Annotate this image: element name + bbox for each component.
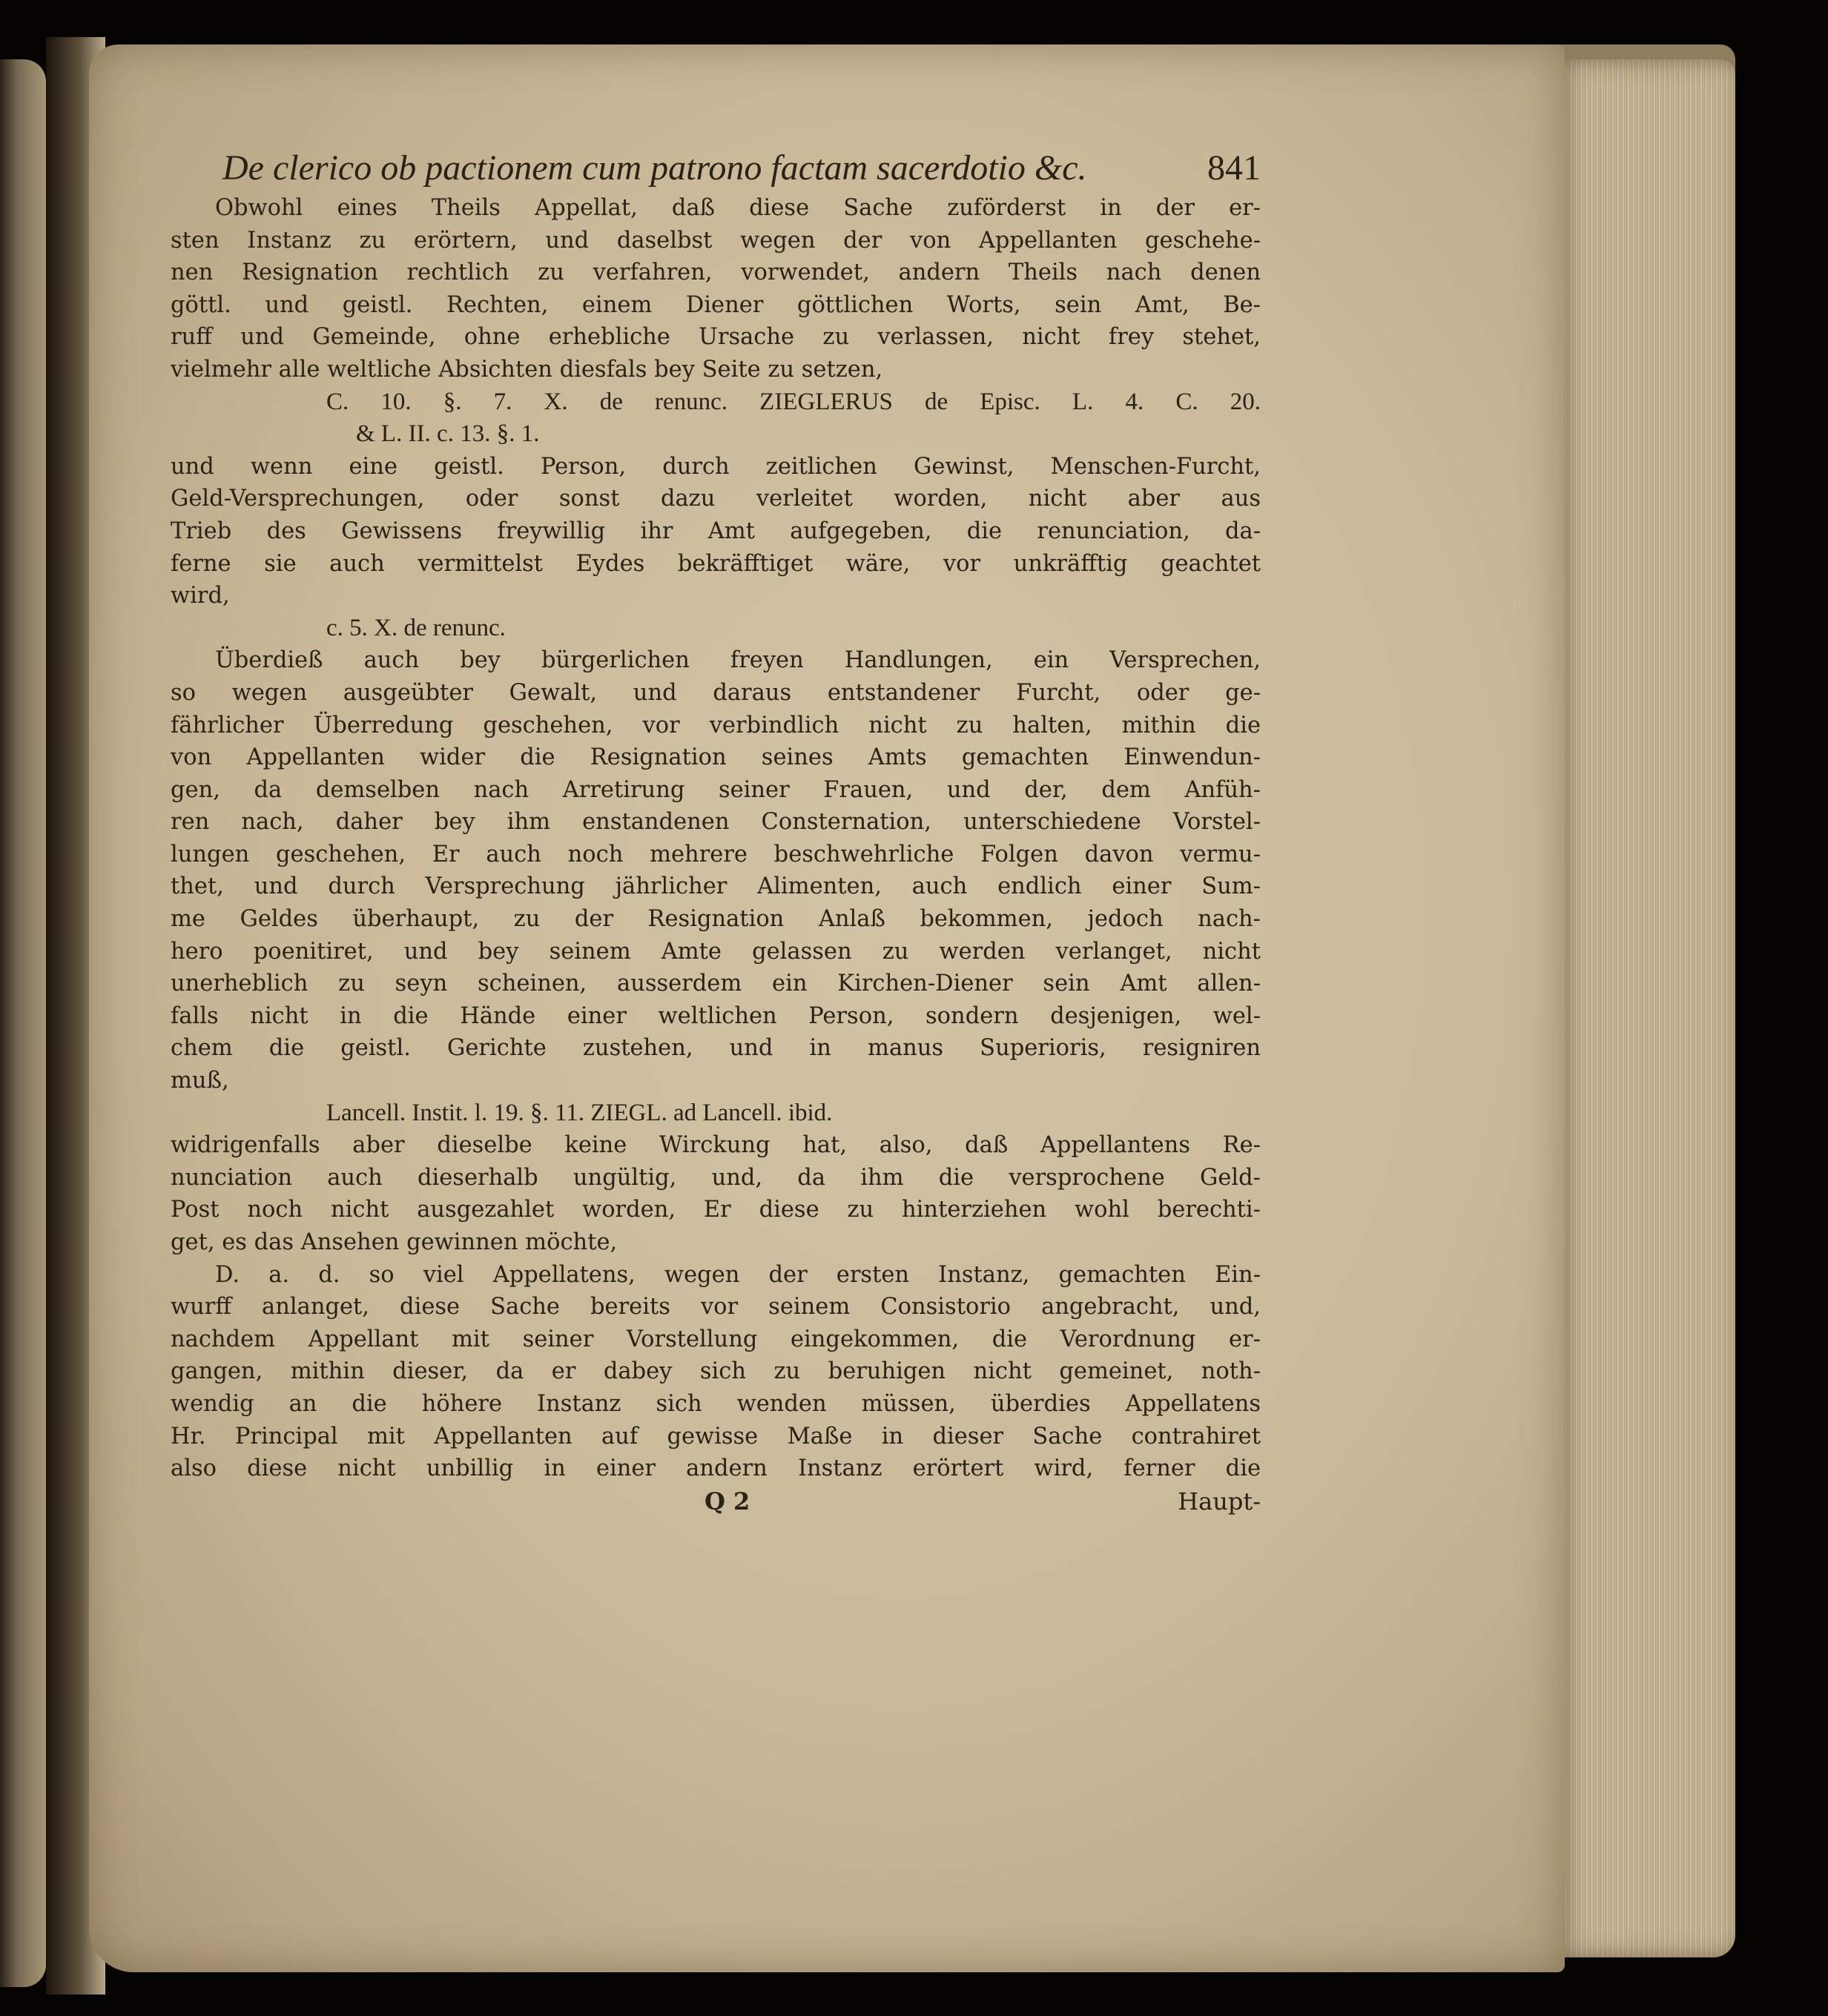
text-line: von Appellanten wider die Resignation seines Amts gemachten Einwendun- xyxy=(171,744,1261,771)
text-line: falls nicht in die Hände einer weltlichen Person, sondern desjenigen, wel- xyxy=(171,1002,1261,1029)
text-line: wendig an die höhere Instanz sich wenden müssen, überdies Appellatens xyxy=(171,1390,1261,1417)
text-line: ruff und Gemeinde, ohne erhebliche Ursache zu verlassen, nicht frey stehet, xyxy=(171,324,1261,351)
text-line: Hr. Principal mit Appellanten auf gewisse Maße in dieser Sache contrahiret xyxy=(171,1423,1261,1450)
text-line: göttl. und geistl. Rechten, einem Diener göttlichen Worts, sein Amt, Be- xyxy=(171,291,1261,318)
text-line: sten Instanz zu erörtern, und daselbst wegen der von Appellanten geschehe- xyxy=(171,227,1261,254)
text-line: wird, xyxy=(171,583,230,609)
text-line: C. 10. §. 7. X. de renunc. ZIEGLERUS de Episc. L. 4. C. 20. xyxy=(326,388,1261,415)
text-line: thet, und durch Versprechung jährlicher Alimenten, auch endlich einer Sum- xyxy=(171,873,1261,900)
text-line: fährlicher Überredung geschehen, vor verbindlich nicht zu halten, mithin die xyxy=(171,712,1261,738)
body-text xyxy=(171,192,1261,1485)
text-line: muß, xyxy=(171,1068,229,1094)
text-line: nunciation auch dieserhalb ungültig, und, da ihm die versprochene Geld- xyxy=(171,1164,1261,1191)
text-line: chem die geistl. Gerichte zustehen, und in manus Superioris, resigniren xyxy=(171,1035,1261,1062)
text-line: Post noch nicht ausgezahlet worden, Er diese zu hinterziehen wohl berechti- xyxy=(171,1197,1261,1223)
catchword: Haupt- xyxy=(1178,1487,1261,1516)
text-line: so wegen ausgeübter Gewalt, und daraus entstandener Furcht, oder ge- xyxy=(171,679,1261,706)
text-line: ren nach, daher bey ihm enstandenen Consternation, unterschiedene Vorstel- xyxy=(171,809,1261,836)
text-line: also diese nicht unbillig in einer andern Instanz erörtert wird, ferner die xyxy=(171,1455,1261,1482)
text-line: Lancell. Instit. l. 19. §. 11. ZIEGL. ad Lancell. ibid. xyxy=(326,1099,833,1126)
text-line: gangen, mithin dieser, da er dabey sich zu beruhigen nicht gemeinet, noth- xyxy=(171,1358,1261,1385)
signature-mark: Q 2 xyxy=(705,1487,750,1516)
page-edges xyxy=(1557,59,1735,1957)
text-line: & L. II. c. 13. §. 1. xyxy=(356,420,540,448)
text-line: Obwohl eines Theils Appellat, daß diese Sache zuförderst in der er- xyxy=(215,195,1261,221)
page-footer xyxy=(171,1485,1261,1518)
running-head-title: De clerico ob pactionem cum patrono factam sacerdotio &c. xyxy=(222,148,1087,188)
text-line: me Geldes überhaupt, zu der Resignation Anlaß bekommen, jedoch nach- xyxy=(171,906,1261,933)
text-line: ferne sie auch vermittelst Eydes bekräfftiget wäre, vor unkräfftig geachtet xyxy=(171,550,1261,577)
text-line: hero poenitiret, und bey seinem Amte gelassen zu werden verlanget, nicht xyxy=(171,938,1261,965)
text-line: unerheblich zu seyn scheinen, ausserdem ein Kirchen-Diener sein Amt allen- xyxy=(171,971,1261,997)
text-line: Trieb des Gewissens freywillig ihr Amt aufgegeben, die renunciation, da- xyxy=(171,518,1261,544)
text-line: Geld-Versprechungen, oder sonst dazu verleitet worden, nicht aber aus xyxy=(171,486,1261,512)
text-line: Überdieß auch bey bürgerlichen freyen Handlungen, ein Versprechen, xyxy=(215,647,1261,674)
text-line: D. a. d. so viel Appellatens, wegen der ersten Instanz, gemachten Ein- xyxy=(215,1261,1261,1288)
text-line: c. 5. X. de renunc. xyxy=(326,614,506,641)
text-line: gen, da demselben nach Arretirung seiner Frauen, und der, dem Anfüh- xyxy=(171,776,1261,803)
text-line: und wenn eine geistl. Person, durch zeitlichen Gewinst, Menschen-Furcht, xyxy=(171,453,1261,480)
text-line: get, es das Ansehen gewinnen möchte, xyxy=(171,1229,618,1255)
page-text-block xyxy=(171,145,1261,1518)
text-line: nachdem Appellant mit seiner Vorstellung eingekommen, die Verordnung er- xyxy=(171,1326,1261,1352)
text-line: nen Resignation rechtlich zu verfahren, vorwendet, andern Theils nach denen xyxy=(171,260,1261,286)
text-line: wurff anlanget, diese Sache bereits vor seinem Consistorio angebracht, und, xyxy=(171,1294,1261,1321)
running-head xyxy=(171,145,1261,192)
text-line: lungen geschehen, Er auch noch mehrere beschwehrliche Folgen davon vermu- xyxy=(171,841,1261,867)
left-page-edge xyxy=(0,59,46,1987)
text-line: vielmehr alle weltliche Absichten diesfals bey Seite zu setzen, xyxy=(171,356,883,383)
page-number: 841 xyxy=(1207,148,1261,188)
text-line: widrigenfalls aber dieselbe keine Wirckung hat, also, daß Appellantens Re- xyxy=(171,1132,1261,1159)
